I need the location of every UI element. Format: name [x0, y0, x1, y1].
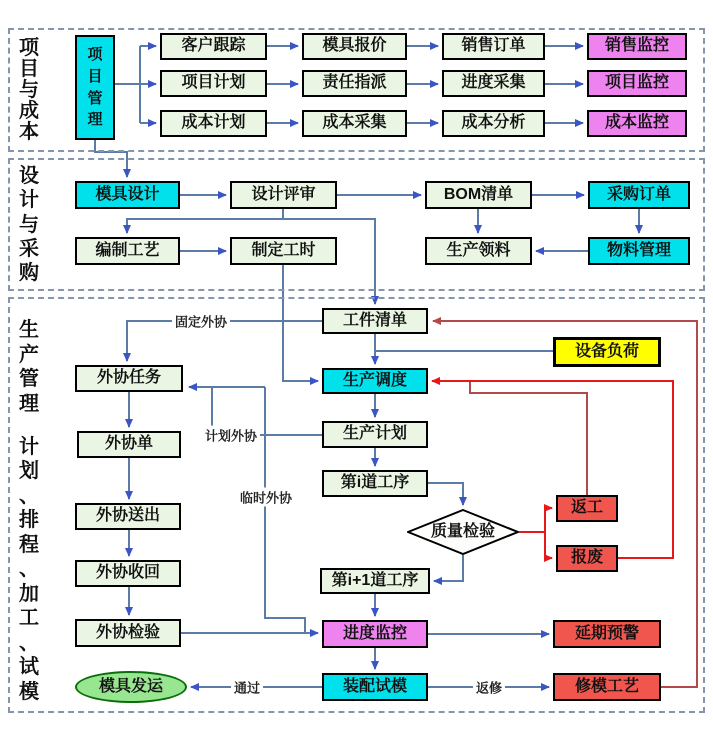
section-label-char: 管: [19, 368, 39, 391]
node-label: 客户跟踪: [181, 37, 246, 55]
node-process-planning: [75, 237, 180, 265]
node-label: 生产领料: [446, 241, 511, 259]
section-design-purchase: [8, 158, 705, 291]
node-label: 装配试模: [342, 677, 407, 695]
node-label: 项目监控: [604, 74, 669, 92]
node-cost-plan: [160, 110, 267, 137]
node-mold-delivery: [75, 671, 187, 703]
node-progress-collect: [442, 70, 545, 97]
node-outsource-task: [75, 365, 183, 392]
node-label: 制定工时: [251, 241, 316, 259]
node-label: 外协任务: [96, 369, 161, 387]
node-label: 项 目 管 理: [87, 46, 103, 129]
section-label-production: [12, 320, 46, 702]
node-label: 成本分析: [461, 114, 526, 132]
node-quality-check: [407, 509, 519, 555]
node-label: 返工: [570, 499, 603, 517]
section-label-char: 划: [19, 460, 39, 483]
node-label: 第i+1道工序: [331, 571, 419, 589]
node-task-assign: [302, 70, 407, 97]
node-progress-monitor: [322, 620, 428, 648]
section-label-char: 、: [19, 484, 39, 507]
section-label-design-purchase: [12, 166, 46, 283]
node-material-mgmt: [588, 237, 690, 265]
node-process-i: [322, 470, 428, 497]
node-label: 编制工艺: [95, 241, 160, 259]
section-label-char: 本: [19, 121, 39, 143]
node-customer-tracking: [160, 33, 267, 60]
node-delay-warning: [553, 620, 661, 648]
node-label: 延期预警: [574, 624, 639, 642]
node-label: 进度监控: [342, 624, 407, 642]
node-mold-quote: [302, 33, 407, 60]
node-outsource-order: [77, 431, 181, 458]
node-cost-monitor: [587, 110, 687, 137]
node-production-plan: [322, 421, 428, 448]
node-label: 销售订单: [461, 37, 526, 55]
section-label-char: 与: [19, 213, 39, 236]
node-label: 模具设计: [95, 185, 160, 203]
node-bom-list: [425, 181, 532, 209]
node-project-plan: [160, 70, 267, 97]
node-design-review: [230, 181, 337, 209]
node-label: 报废: [570, 549, 603, 567]
section-label-char: 排: [19, 509, 39, 532]
node-label: 生产调度: [342, 371, 407, 389]
node-label: 工件清单: [342, 311, 407, 329]
node-label: 销售监控: [604, 37, 669, 55]
node-label: 设计评审: [251, 185, 316, 203]
node-sales-monitor: [587, 33, 687, 60]
node-label: 生产计划: [342, 425, 407, 443]
node-label: 质量检验: [430, 522, 495, 540]
node-label: BOM清单: [443, 185, 514, 203]
section-label-char: 模: [19, 680, 39, 703]
node-label: 外协收回: [95, 564, 160, 582]
section-label-char: 加: [19, 582, 39, 605]
node-outsource-return: [75, 560, 181, 587]
section-label-char: 设: [19, 165, 39, 187]
node-label: 成本采集: [322, 114, 387, 132]
node-label: 模具报价: [322, 37, 387, 55]
node-project-mgmt: [75, 35, 115, 140]
node-workpiece-list: [322, 308, 428, 334]
node-label: 物料管理: [606, 241, 671, 259]
node-outsource-send: [75, 503, 181, 530]
section-label-char: 生: [19, 319, 39, 341]
edge-label-fixed-outsourcing: 固定外协: [172, 312, 230, 331]
edge-label-planned-outsourcing: 计划外协: [202, 426, 260, 445]
section-label-char: 项: [19, 37, 39, 59]
node-mold-design: [75, 181, 180, 209]
node-project-monitor: [587, 70, 687, 97]
section-label-char: 目: [19, 58, 39, 80]
node-label: 设备负荷: [574, 342, 639, 360]
node-production-dispatch: [322, 368, 428, 394]
section-label-char: 成: [19, 100, 39, 122]
node-label: 模具发运: [98, 677, 163, 695]
node-equipment-load: [553, 337, 661, 367]
node-sales-order: [442, 33, 545, 60]
node-purchase-order: [588, 181, 690, 209]
node-label: 成本监控: [604, 114, 669, 132]
node-label: 第i道工序: [340, 474, 410, 492]
node-label: 外协检验: [95, 623, 160, 641]
section-label-char: 产: [19, 343, 39, 366]
section-label-char: 购: [19, 262, 39, 284]
node-label: 外协送出: [95, 507, 160, 525]
section-label-char: 工: [19, 607, 39, 630]
node-label: 成本计划: [181, 114, 246, 132]
node-cost-analysis: [442, 110, 545, 137]
node-assembly-trial: [322, 673, 428, 701]
edge-label-pass: 通过: [231, 678, 263, 697]
node-label: 修模工艺: [574, 677, 639, 695]
node-label: 项目计划: [181, 74, 246, 92]
section-label-project-cost: [12, 38, 46, 142]
node-work-hours: [230, 237, 337, 265]
section-label-char: 与: [19, 79, 39, 101]
node-label: 责任指派: [322, 74, 387, 92]
section-label-char: 、: [19, 558, 39, 581]
section-label-char: 计: [19, 189, 39, 212]
node-outsource-inspect: [75, 619, 181, 647]
section-label-char: 理: [19, 392, 39, 415]
section-label-char: 程: [19, 533, 39, 556]
node-scrap: [556, 545, 618, 572]
node-label: 外协单: [104, 435, 153, 453]
edge-label-temp-outsourcing: 临时外协: [237, 488, 295, 507]
node-material-issue: [425, 237, 532, 265]
section-label-char: 采: [19, 237, 39, 260]
section-label-char: 试: [19, 656, 39, 679]
node-mold-repair: [553, 673, 661, 701]
node-rework: [556, 495, 618, 522]
section-label-char: 计: [19, 435, 39, 458]
node-label: 采购订单: [606, 185, 671, 203]
edge-label-repair: 返修: [473, 678, 505, 697]
section-label-char: 、: [19, 631, 39, 654]
node-process-i-plus-1: [320, 568, 430, 594]
node-label: 进度采集: [461, 74, 526, 92]
node-cost-collect: [302, 110, 407, 137]
